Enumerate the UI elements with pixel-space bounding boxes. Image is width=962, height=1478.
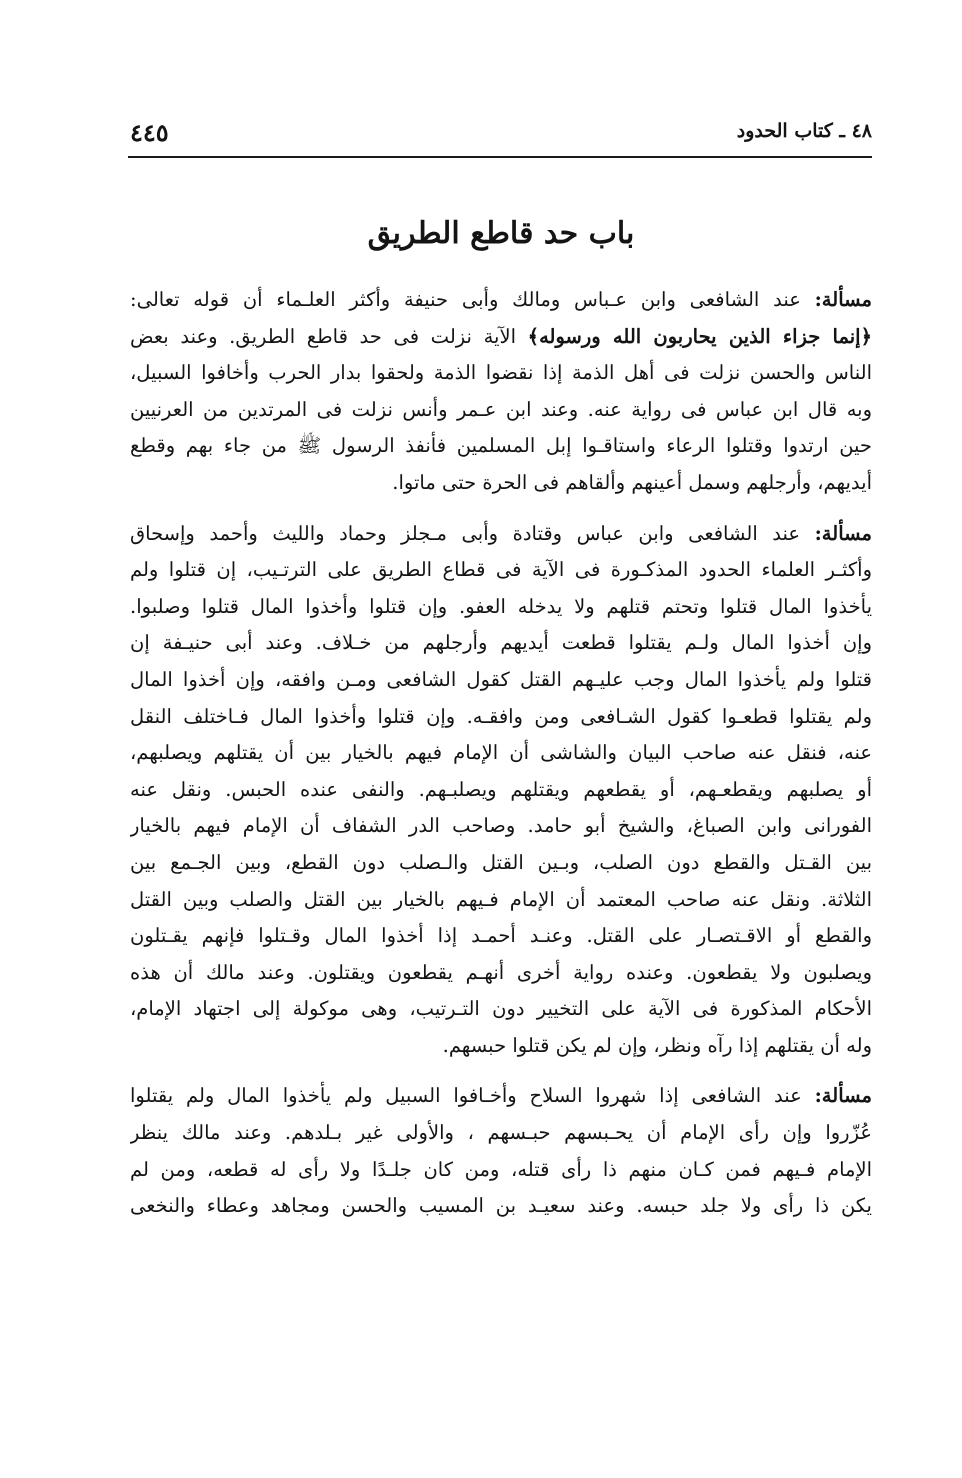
text-line: حين ارتدوا وقتلوا الرعاء واستاقـوا إبل المسلمين فأنفذ الرسول ﷺ من جاء بهم وقطع	[130, 434, 872, 458]
masala-label: مسألة:	[814, 288, 872, 311]
text-line: الإمام فـيهم فمن كـان منهم ذا رأى قتله، ومن كان جلـدًا ولا رأى له قطعه، ومن لم	[130, 1157, 872, 1181]
text-line: أو يصلبهم ويقطعـهم، أو يقطعهم ويقتلهم ويصلبـهم. والنفى عنده الحبس. ونقل عنه	[130, 777, 872, 801]
text-line: الناس والحسن نزلت فى أهل الذمة إذا نقضوا الذمة ولحقوا بدار الحرب وأخافوا السبيل،	[130, 361, 872, 385]
text-line: الثلاثة. ونقل عنه صاحب المعتمد أن الإمام فـيهم بالخيار بين القتل والصلب وبين القتل	[130, 887, 872, 911]
text-line: الأحكام المذكورة فى الآية على التخيير دون التـرتيب، وهى موكولة إلى اجتهاد الإمام،	[130, 997, 872, 1021]
text-line: وإن أخذوا المال ولـم يقتلوا قطعت أيديهم وأرجلهم من خـلاف. وعند أبى حنيـفة إن	[130, 631, 872, 655]
page-number: ٤٤٥	[130, 118, 169, 147]
text-line	[130, 516, 872, 553]
text-line: والقطع أو الاقـتصـار على القتل. وعنـد أحمـد إذا أخذوا المال وقـتلوا فإنهم يقـتلون	[130, 924, 872, 948]
text-line	[130, 282, 872, 319]
text-line: عُزّروا وإن رأى الإمام أن يحـبسهم حبـسهم ، والأولى غير بـلدهم. وعند مالك ينظر	[130, 1121, 872, 1145]
text-line: أيديهم، وأرجلهم وسمل أعينهم وألقاهم فى الحرة حتى ماتوا.	[392, 470, 872, 494]
masala-label: مسألة:	[814, 521, 872, 545]
text-line: بين القـتل والقطع دون الصلب، وبـين القتل والـصلب دون القطع، وبين الجـمع بين	[130, 850, 872, 874]
text-line: يكن ذا رأى ولا جلد حبسه. وعند سعيـد بن المسيب والحسن ومجاهد وعطاء والنخعى	[130, 1194, 872, 1218]
chapter-title: باب حد قاطع الطريق	[367, 216, 635, 251]
paragraph-1	[130, 282, 872, 502]
text-line	[130, 319, 872, 356]
text-line: عنه، فنقل عنه صاحب البيان والشاشى أن الإمام فيهم بالخيار بين أن يقتلهم ويصلبهم،	[130, 741, 872, 765]
text-line: قتلوا ولم يأخذوا المال وجب عليـهم القتل كقول الشافعى ومـن وافقه، وإن أخذوا المال	[130, 667, 872, 691]
paragraph-3	[130, 1078, 872, 1224]
text-line: الفورانى وابن الصباغ، والشيخ أبو حامد. وصاحب الدر الشفاف أن الإمام فيهم بالخيار	[130, 814, 872, 838]
line-text: عند الشافعى إذا شهروا السلاح وأخـافوا السبيل ولم يأخذوا المال ولم يقتلوا	[130, 1084, 815, 1108]
text-line: وبه قال ابن عباس فى رواية عنه. وعند ابن عـمر وأنس نزلت فى المرتدين من العرنيين	[130, 397, 872, 421]
line-text: عند الشافعى وابن عباس وقتادة وأبى مـجلز وحماد والليث وأحمد وإسحاق	[130, 521, 815, 545]
running-title: ٤٨ ـ كتاب الحدود	[736, 120, 872, 142]
text-line: ويصلبون ولا يقطعون. وعنده رواية أخرى أنهـم يقطعون ويقتلون. وعند مالك أن هذه	[130, 960, 872, 984]
text-line: ولم يقتلوا قطعـوا كقول الشـافعى ومن وافقـه. وإن قتلوا وأخذوا المال فـاختلف النقل	[130, 704, 872, 728]
running-header	[130, 118, 872, 152]
text-line: يأخذوا المال قتلوا وتحتم قتلهم ولا يدخله العفو. وإن قتلوا وأخذوا المال قتلوا وصلبوا.	[130, 594, 872, 618]
body-text	[130, 282, 872, 1239]
line-text: عند الشافعى وابن عـباس ومالك وأبى حنيفة وأكثر العلـماء أن قوله تعالى:	[130, 288, 815, 311]
quran-verse: ﴿إنما جزاء الذين يحاربون الله ورسوله﴾	[527, 324, 872, 348]
header-rule	[128, 156, 872, 158]
paragraph-2	[130, 516, 872, 1065]
text-line: وله أن يقتلهم إذا رآه ونظر، وإن لم يكن قتلوا حبسهم.	[442, 1033, 872, 1057]
line-text: الآية نزلت فى حد قاطع الطريق. وعند بعض	[130, 324, 516, 348]
masala-label: مسألة:	[814, 1084, 872, 1108]
text-line	[130, 1078, 872, 1115]
text-line: وأكثـر العلماء الحدود المذكـورة فى الآية فى قطاع الطريق على الترتـيب، إن قتلوا ولم	[130, 558, 872, 582]
